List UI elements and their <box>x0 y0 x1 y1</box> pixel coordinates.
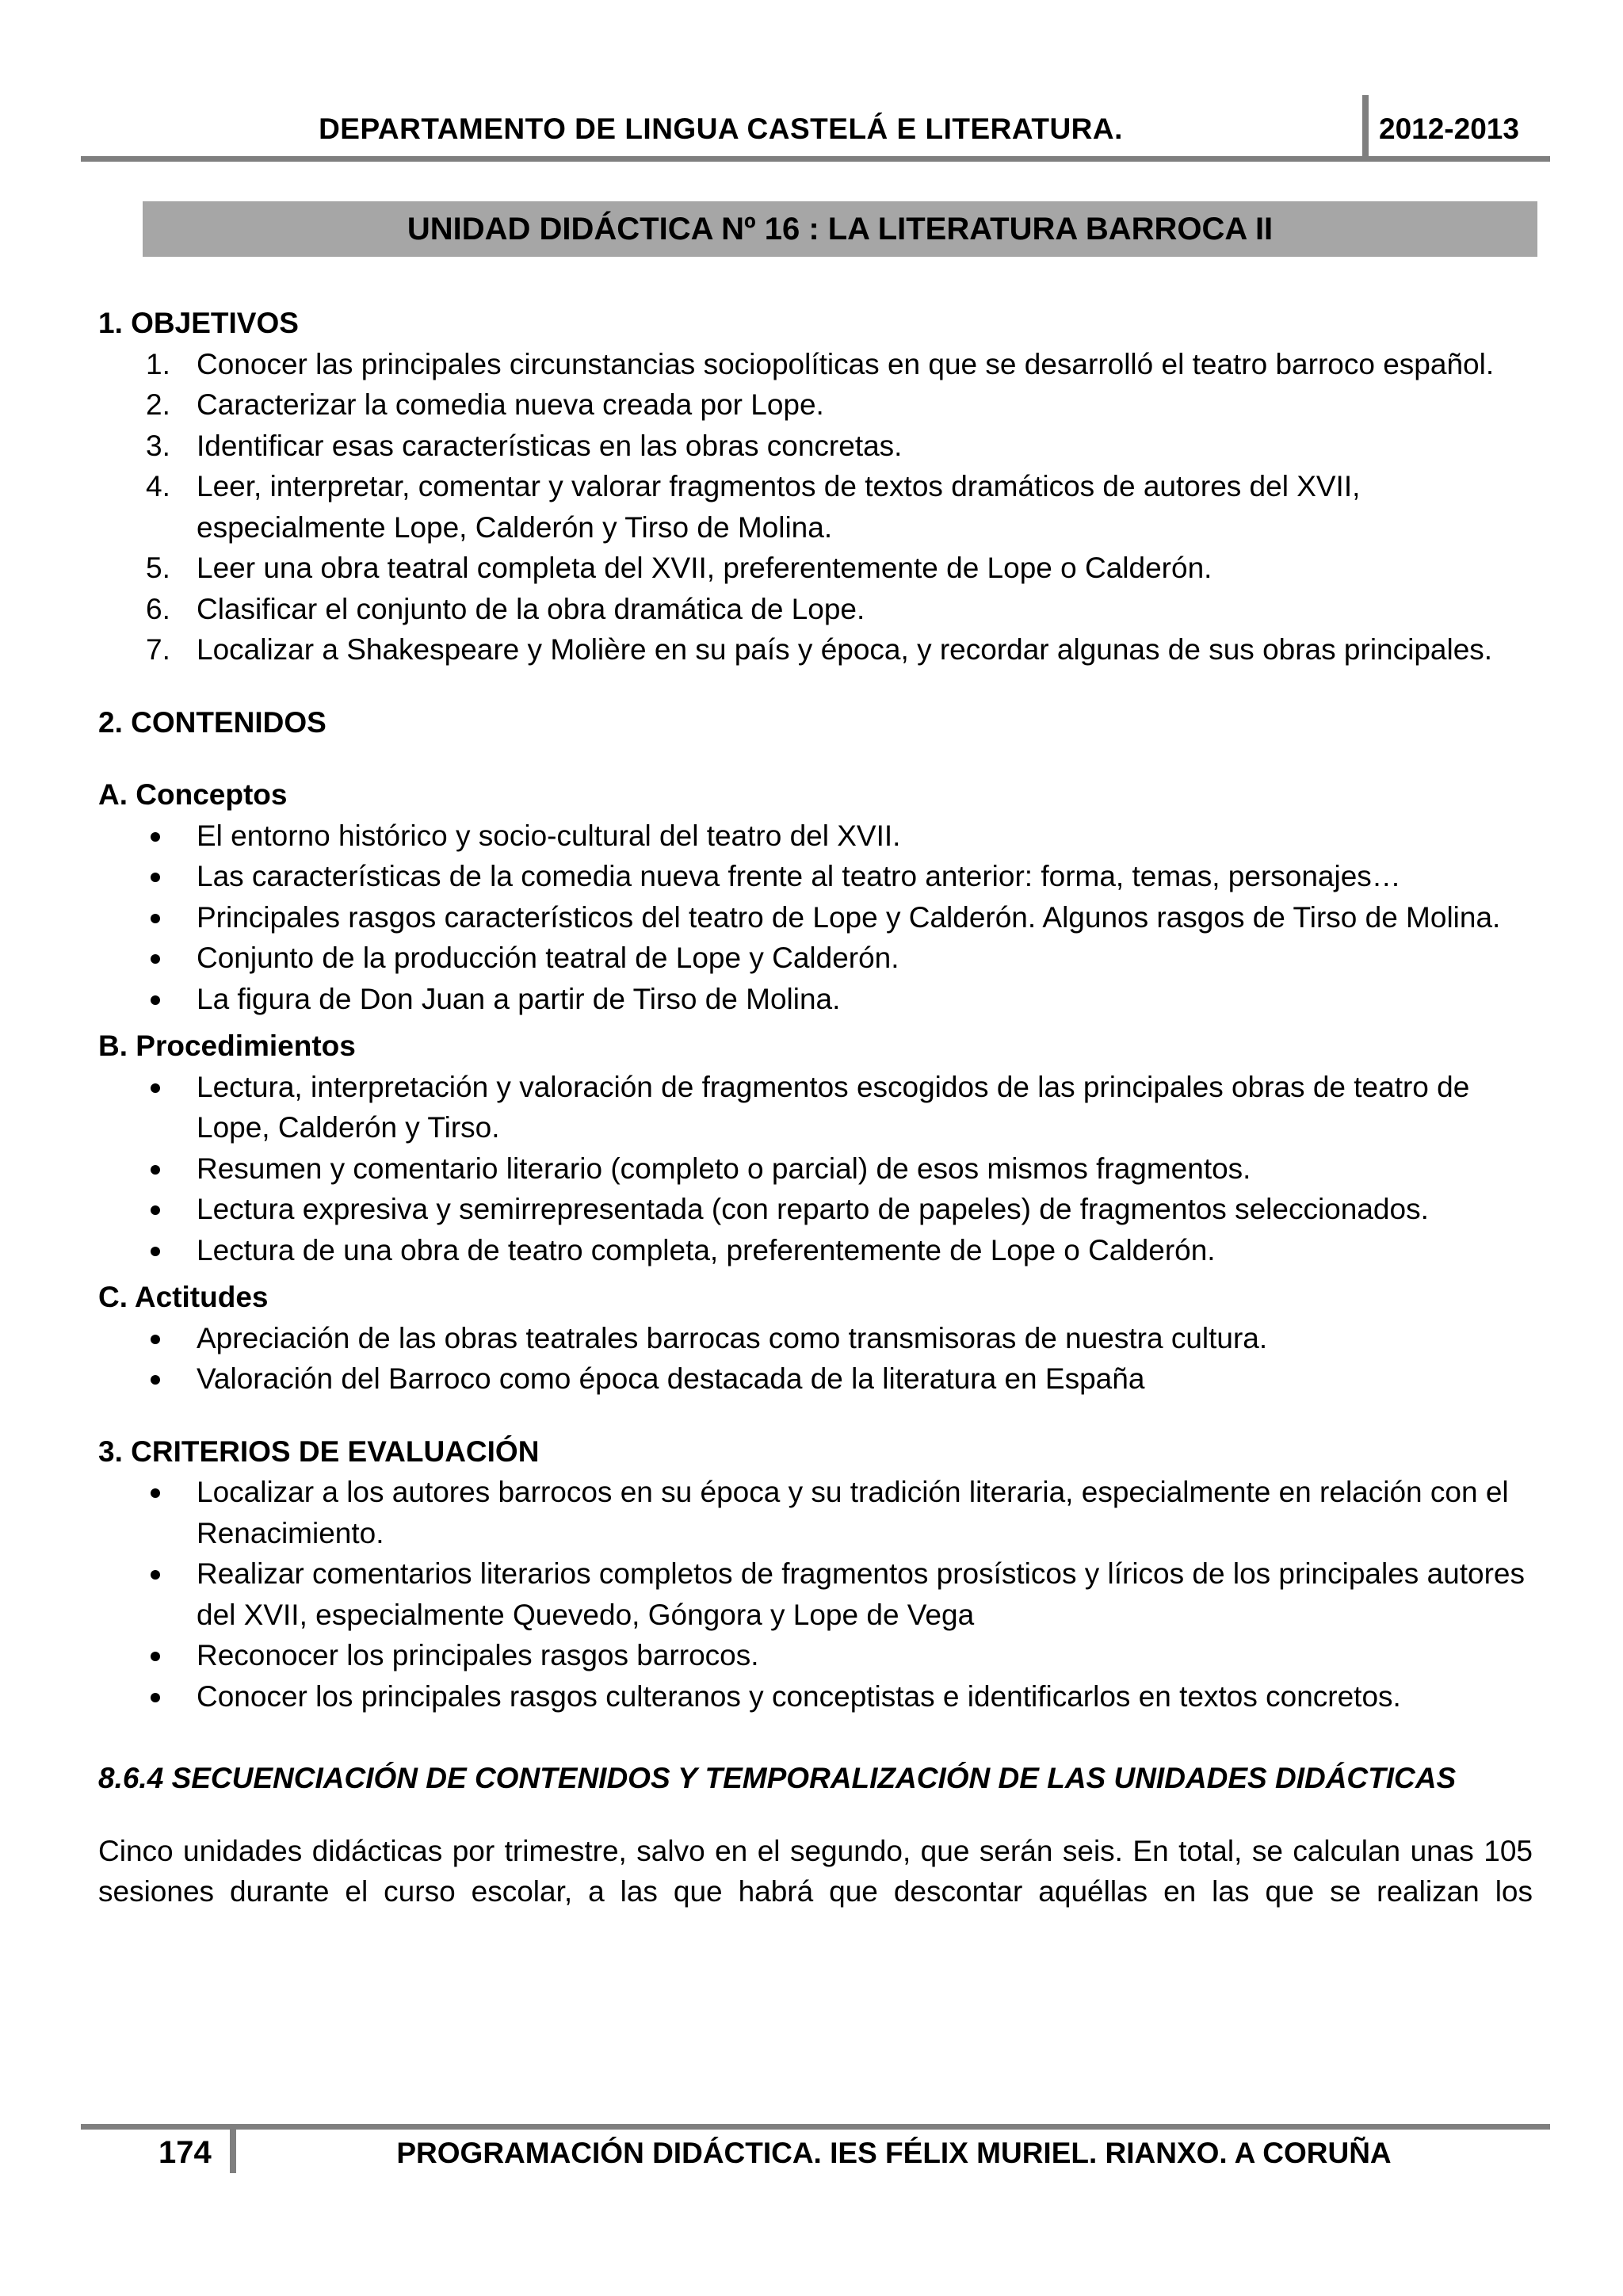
item-text: Lectura, interpretación y valoración de fragmentos escogidos de las principales obras de teatro de Lope, Calderón y Tirso. <box>197 1070 1470 1144</box>
list-item <box>98 344 1533 385</box>
item-text: Conocer los principales rasgos culteranos y conceptistas e identificarlos en textos concretos. <box>197 1679 1401 1713</box>
item-text: Valoración del Barroco como época destacada de la literatura en España <box>197 1362 1145 1395</box>
list-item <box>98 629 1533 670</box>
list-item <box>98 589 1533 630</box>
item-text: Lectura expresiva y semirrepresentada (con reparto de papeles) de fragmentos seleccionados. <box>197 1193 1429 1225</box>
criterios-heading: 3. CRITERIOS DE EVALUACIÓN <box>98 1435 540 1468</box>
list-item <box>98 1676 1533 1717</box>
bullet-icon <box>151 1652 160 1661</box>
item-text: La figura de Don Juan a partir de Tirso de Molina. <box>197 982 841 1015</box>
item-text: Localizar a Shakespeare y Molière en su país y época, y recordar algunas de sus obras principales. <box>197 633 1493 666</box>
item-text: Identificar esas características en las obras concretas. <box>197 429 903 462</box>
bullet-icon <box>151 995 160 1005</box>
bullet-icon <box>151 1693 160 1702</box>
item-number: 4. <box>146 470 170 502</box>
bullet-icon <box>151 873 160 882</box>
contenidos-heading: 2. CONTENIDOS <box>98 705 327 739</box>
page-header <box>81 95 1550 160</box>
list-item <box>98 426 1533 467</box>
secuenciacion-heading: 8.6.4 SECUENCIACIÓN DE CONTENIDOS Y TEMPORALIZACIÓN DE LAS UNIDADES DIDÁCTICAS <box>98 1762 1457 1794</box>
list-item <box>98 856 1533 897</box>
list-item <box>98 384 1533 426</box>
item-number: 3. <box>146 429 170 462</box>
item-text: Caracterizar la comedia nueva creada por Lope. <box>197 388 824 421</box>
list-item <box>98 979 1533 1020</box>
criterios-list <box>98 1472 1533 1717</box>
list-item <box>98 1189 1533 1230</box>
item-text: Reconocer los principales rasgos barrocos. <box>197 1639 759 1671</box>
item-text: Leer, interpretar, comentar y valorar fragmentos de textos dramáticos de autores del XVII, especialmente Lope, Calderón y Tirso de Molina. <box>197 470 1361 544</box>
item-text: Apreciación de las obras teatrales barrocas como transmisoras de nuestra cultura. <box>197 1321 1268 1354</box>
bullet-icon <box>151 1335 160 1344</box>
footer-rule <box>81 2124 1550 2130</box>
item-text: Principales rasgos característicos del teatro de Lope y Calderón. Algunos rasgos de Tirso de Molina. <box>197 900 1501 934</box>
item-number: 7. <box>146 633 170 666</box>
item-text: Localizar a los autores barrocos en su época y su tradición literaria, especialmente en relación con el Renacimiento. <box>197 1476 1509 1549</box>
bullet-icon <box>151 1488 160 1498</box>
footer-text: PROGRAMACIÓN DIDÁCTICA. IES FÉLIX MURIEL. RIANXO. A CORUÑA <box>396 2137 1392 2169</box>
item-number: 1. <box>146 347 170 380</box>
bullet-icon <box>151 1570 160 1580</box>
list-item <box>98 1067 1533 1148</box>
bullet-icon <box>151 1247 160 1256</box>
conceptos-heading: A. Conceptos <box>98 778 288 811</box>
list-item <box>98 816 1533 857</box>
school-year: 2012-2013 <box>1379 113 1519 145</box>
header-rule <box>81 156 1550 162</box>
item-text: Conocer las principales circunstancias sociopolíticas en que se desarrolló el teatro barroco español. <box>197 347 1495 380</box>
bullet-icon <box>151 832 160 842</box>
unit-title: UNIDAD DIDÁCTICA Nº 16 : LA LITERATURA BARROCA II <box>143 201 1537 257</box>
item-text: Conjunto de la producción teatral de Lope y Calderón. <box>197 942 899 974</box>
procedimientos-list <box>98 1067 1533 1271</box>
document-body <box>98 262 1533 1912</box>
conceptos-list <box>98 816 1533 1020</box>
list-item <box>98 1318 1533 1359</box>
list-item <box>98 938 1533 979</box>
list-item <box>98 548 1533 589</box>
item-text: Las características de la comedia nueva frente al teatro anterior: forma, temas, personajes… <box>197 860 1401 892</box>
bullet-icon <box>151 954 160 964</box>
list-item <box>98 897 1533 938</box>
item-number: 2. <box>146 388 170 421</box>
item-text: Leer una obra teatral completa del XVII, preferentemente de Lope o Calderón. <box>197 552 1212 584</box>
page-number: 174 <box>158 2135 212 2170</box>
actitudes-list <box>98 1318 1533 1400</box>
list-item <box>98 1635 1533 1676</box>
bullet-icon <box>151 1375 160 1385</box>
item-text: Clasificar el conjunto de la obra dramática de Lope. <box>197 592 865 625</box>
footer-divider <box>230 2129 236 2173</box>
objetivos-heading: 1. OBJETIVOS <box>98 307 299 339</box>
item-text: Lectura de una obra de teatro completa, preferentemente de Lope o Calderón. <box>197 1233 1216 1266</box>
item-text: Realizar comentarios literarios completos de fragmentos prosísticos y líricos de los principales autores del XVII, especialmente Quevedo, Góngora y Lope de Vega <box>197 1557 1525 1631</box>
objetivos-list <box>98 344 1533 670</box>
item-text: Resumen y comentario literario (completo o parcial) de esos mismos fragmentos. <box>197 1152 1251 1185</box>
department-name: DEPARTAMENTO DE LINGUA CASTELÁ E LITERATURA. <box>319 113 1123 145</box>
bullet-icon <box>151 1165 160 1175</box>
item-number: 5. <box>146 552 170 584</box>
bullet-icon <box>151 1083 160 1093</box>
list-item <box>98 1230 1533 1271</box>
list-item <box>98 1358 1533 1400</box>
list-item <box>98 1553 1533 1635</box>
secuenciacion-paragraph: Cinco unidades didácticas por trimestre, salvo en el segundo, que serán seis. En total, se calculan unas 105 sesiones durante el curso escolar, a las que habrá que descontar aquéllas en las que se realizan los <box>98 1834 1533 1908</box>
bullet-icon <box>151 914 160 923</box>
item-text: El entorno histórico y socio-cultural del teatro del XVII. <box>197 819 901 852</box>
list-item <box>98 466 1533 548</box>
procedimientos-heading: B. Procedimientos <box>98 1030 356 1062</box>
list-item <box>98 1148 1533 1190</box>
header-divider <box>1362 95 1369 159</box>
list-item <box>98 1472 1533 1553</box>
bullet-icon <box>151 1205 160 1215</box>
actitudes-heading: C. Actitudes <box>98 1281 269 1313</box>
item-number: 6. <box>146 592 170 625</box>
